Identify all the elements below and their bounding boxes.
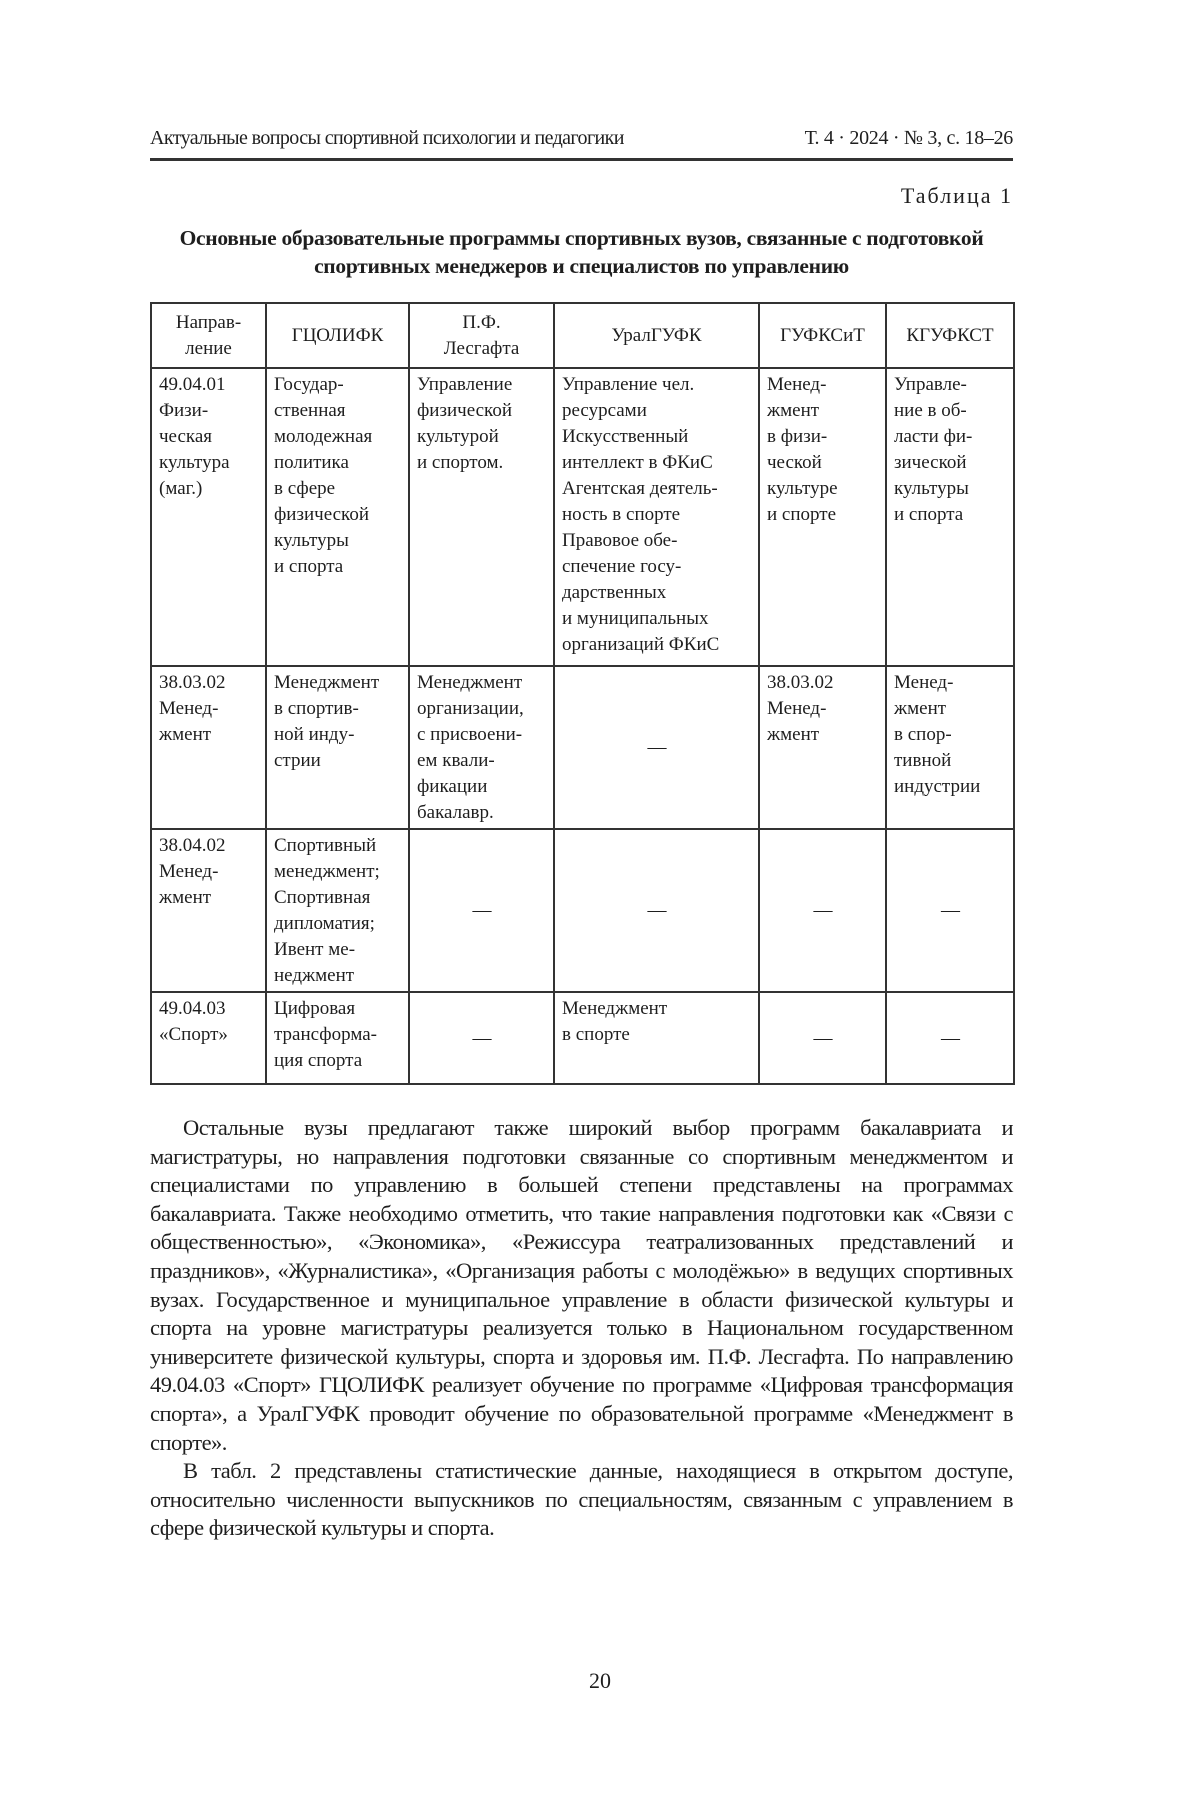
table-cell: Менед- жмент в спор- тивной индустрии [886, 666, 1014, 829]
body-text [150, 1114, 1013, 1543]
journal-title: Актуальные вопросы спортивной психологии и педагогики [150, 127, 624, 149]
table-cell: Управление физической культурой и спортом. [409, 368, 554, 666]
paragraph: Остальные вузы предлагают также широкий выбор программ бакалавриата и магистратуры, но направления подготовки связанные со спортивным менеджментом и специалистами по управлению в большей степени представлены на программах бакалавриата. Также необходимо отметить, что такие направления подготовки как «Связи с общественностью», «Экономика», «Режиссура театрализованных представлений и праздников», «Журналистика», «Организация работы с молодёжью» в ведущих спортивных вузах. Государственное и муниципальное управление в области физической культуры и спорта на уровне магистратуры реализуется только в Национальном государственном университете физической культуры, спорта и здоровья им. П.Ф. Лесгафта. По направлению 49.04.03 «Спорт» ГЦОЛИФК реализует обучение по программе «Цифровая трансформация спорта», а УралГУФК проводит обучение по образовательной программе «Менеджмент в спорте». [150, 1115, 1013, 1455]
header-rule [150, 158, 1013, 161]
table-cell: 38.04.02 Менед- жмент [151, 829, 266, 992]
table-title: Основные образовательные программы спортивных вузов, связанные с подготовкой спортивных менеджеров и специалистов по управлению [179, 226, 984, 278]
table-row [151, 829, 1014, 992]
running-head [150, 126, 1013, 150]
table-cell-empty: — [409, 992, 554, 1084]
column-header: ГУФКСиТ [759, 303, 886, 368]
programs-table [150, 302, 1015, 1085]
page-number: 20 [589, 1668, 611, 1693]
table-cell-empty: — [409, 829, 554, 992]
table-label: Таблица 1 [900, 183, 1013, 208]
table-cell: Спортивный менеджмент; Спортивная дипломатия; Ивент ме- неджмент [266, 829, 409, 992]
table-cell-empty: — [554, 666, 759, 829]
column-header: УралГУФК [554, 303, 759, 368]
table-cell: 49.04.01 Физи- ческая культура (маг.) [151, 368, 266, 666]
table-row [151, 992, 1014, 1084]
table-cell: Менеджмент в спортив- ной инду- стрии [266, 666, 409, 829]
table-cell-empty: — [759, 829, 886, 992]
issue-info: Т. 4 · 2024 · № 3, с. 18–26 [804, 127, 1013, 149]
column-header: П.Ф. Лесгафта [409, 303, 554, 368]
table-cell-empty: — [886, 829, 1014, 992]
table-row [151, 666, 1014, 829]
table-header-row [151, 303, 1014, 368]
column-header: Направ- ление [151, 303, 266, 368]
table-cell: Цифровая трансформа- ция спорта [266, 992, 409, 1084]
column-header: ГЦОЛИФК [266, 303, 409, 368]
column-header: КГУФКСТ [886, 303, 1014, 368]
table-row [151, 368, 1014, 666]
table-cell: Менеджмент организации, с присвоени- ем квали- фикации бакалавр. [409, 666, 554, 829]
table-cell: 38.03.02 Менед- жмент [151, 666, 266, 829]
table-cell: Управле- ние в об- ласти фи- зической культуры и спорта [886, 368, 1014, 666]
table-cell: Менеджмент в спорте [554, 992, 759, 1084]
table-cell: Менед- жмент в физи- ческой культуре и спорте [759, 368, 886, 666]
table-cell: Государ- ственная молодежная политика в сфере физической культуры и спорта [266, 368, 409, 666]
table-cell: 49.04.03 «Спорт» [151, 992, 266, 1084]
table-cell-empty: — [554, 829, 759, 992]
table-cell-empty: — [886, 992, 1014, 1084]
paragraph: В табл. 2 представлены статистические данные, находящиеся в открытом доступе, относительно численности выпускников по специальностям, связанным с управлением в сфере физической культуры и спорта. [150, 1458, 1013, 1541]
table-cell: 38.03.02 Менед- жмент [759, 666, 886, 829]
table-cell: Управление чел. ресурсами Искусственный интеллект в ФКиС Агентская деятель- ность в спорте Правовое обе- спечение госу- дарственных и муниципальных организаций ФКиС [554, 368, 759, 666]
table-cell-empty: — [759, 992, 886, 1084]
